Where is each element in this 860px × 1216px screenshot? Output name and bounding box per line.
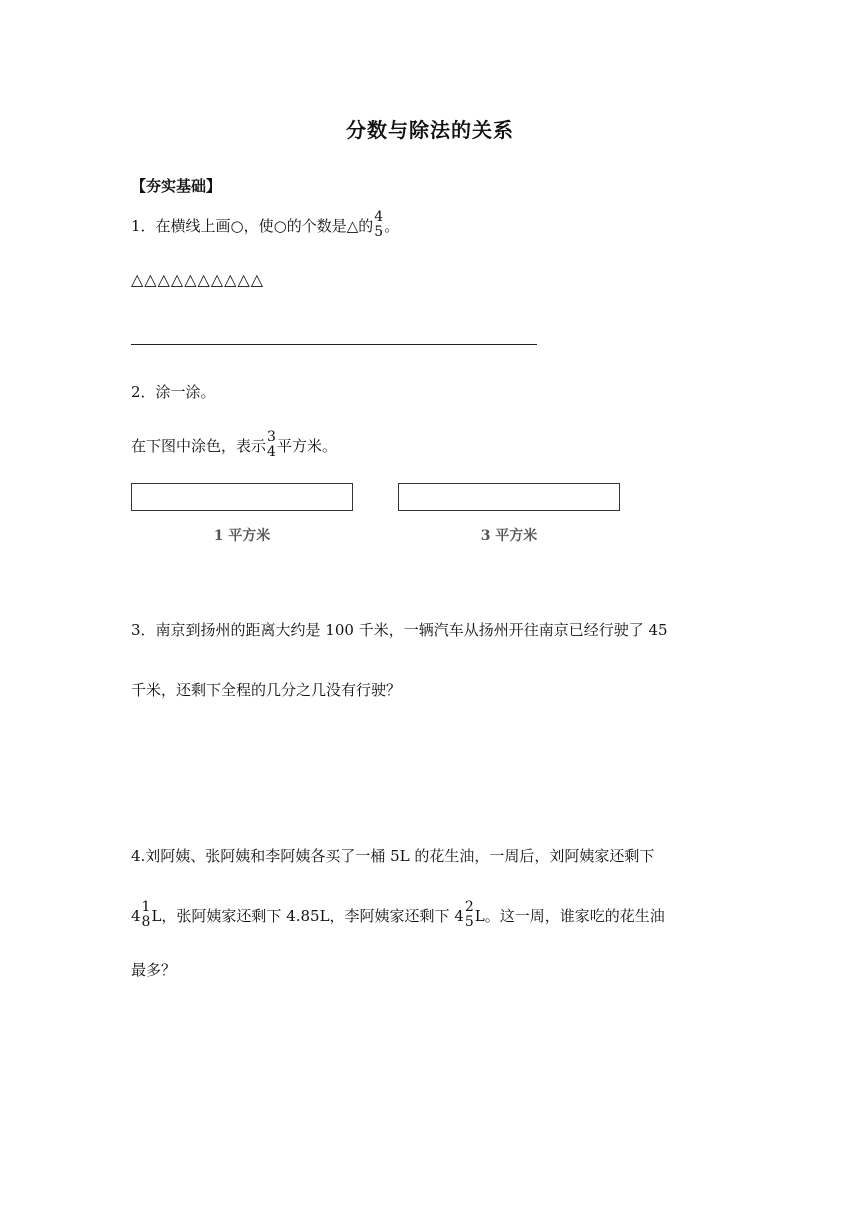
q1-triangles-row: △△△△△△△△△△ xyxy=(131,270,265,289)
q4-mixed-a-numerator: 1 xyxy=(141,899,151,915)
q1-fraction xyxy=(374,210,383,240)
question-4-line-1: 4.刘阿姨、张阿姨和李阿姨各买了一桶 5L 的花生油，一周后，刘阿姨家还剩下 xyxy=(131,847,655,865)
q2-suffix: 平方米。 xyxy=(276,437,337,455)
q1-suffix: 。 xyxy=(384,217,400,235)
q4-mixed-b-denominator: 5 xyxy=(464,914,474,930)
q4-mixed-a-fraction xyxy=(142,900,151,930)
q2-fraction-numerator: 3 xyxy=(267,429,276,445)
q4-mid-text-1: L，张阿姨家还剩下 4.85L，李阿姨家还剩下 xyxy=(151,907,455,925)
q4-mixed-b-whole: 4 xyxy=(454,907,464,925)
q1-fraction-numerator: 4 xyxy=(374,209,384,225)
q4-mid-text-2: L。这一周，谁家吃的花生油 xyxy=(474,907,665,925)
question-3-line-1: 3．南京到扬州的距离大约是 100 千米，一辆汽车从扬州开往南京已经行驶了 45 xyxy=(131,621,668,639)
q4-mixed-a-denominator: 8 xyxy=(141,914,151,930)
shade-box-2-label: 3 平方米 xyxy=(480,528,538,544)
question-4-line-3: 最多？ xyxy=(131,961,177,979)
question-1 xyxy=(131,209,400,242)
question-2-heading: 2．涂一涂。 xyxy=(131,383,216,401)
page-title: 分数与除法的关系 xyxy=(346,118,514,142)
shade-box-1[interactable] xyxy=(131,483,353,511)
q1-fraction-denominator: 5 xyxy=(374,224,384,240)
q1-answer-line[interactable] xyxy=(131,344,537,345)
q4-mixed-b-fraction xyxy=(465,900,474,930)
q2-fraction-denominator: 4 xyxy=(267,444,276,460)
q4-mixed-a-whole: 4 xyxy=(131,907,141,925)
question-3-line-2: 千米，还剩下全程的几分之几没有行驶？ xyxy=(131,681,402,699)
q1-prefix: 1．在横线上画○，使○的个数是△的 xyxy=(131,217,374,235)
q2-prefix: 在下图中涂色，表示 xyxy=(131,437,267,455)
question-4-line-2 xyxy=(131,899,665,932)
q2-fraction xyxy=(267,430,276,460)
shade-box-1-label: 1 平方米 xyxy=(213,528,271,544)
shade-box-2[interactable] xyxy=(398,483,620,511)
section-heading: 【夯实基础】 xyxy=(131,177,222,195)
q4-mixed-b-numerator: 2 xyxy=(464,899,474,915)
question-2-instruction xyxy=(131,429,337,462)
